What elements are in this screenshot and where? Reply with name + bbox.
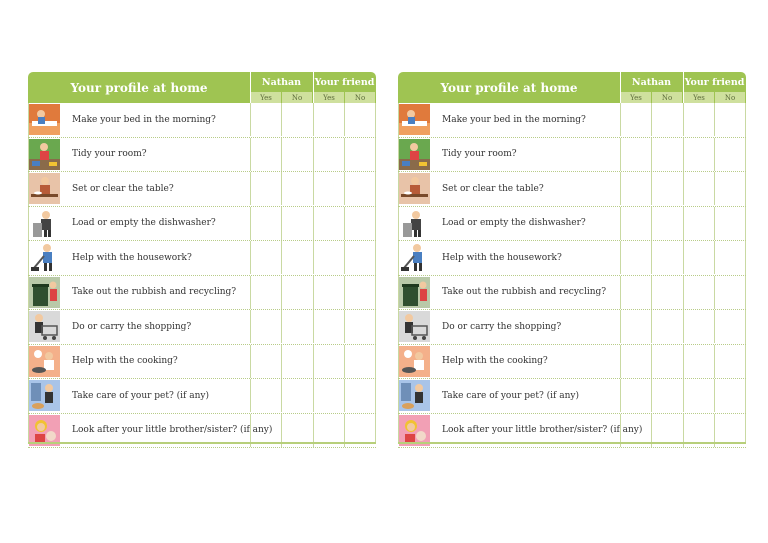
friend-no-checkbox[interactable] <box>714 103 745 136</box>
bed-icon <box>399 104 430 135</box>
friend-no-checkbox[interactable] <box>344 172 375 205</box>
friend-no-label: No <box>345 92 375 103</box>
friend-no-label: No <box>715 92 745 103</box>
friend-yes-checkbox[interactable] <box>683 345 714 378</box>
task-row <box>28 276 376 311</box>
header-divider <box>620 72 621 103</box>
nathan-no-label: No <box>652 92 682 103</box>
task-list <box>398 103 746 448</box>
friend-no-checkbox[interactable] <box>714 345 745 378</box>
nathan-yes-checkbox[interactable] <box>250 345 281 378</box>
nathan-yes-checkbox[interactable] <box>250 138 281 171</box>
friend-yes-checkbox[interactable] <box>683 310 714 343</box>
task-row <box>28 103 376 138</box>
pet-icon <box>399 380 430 411</box>
nathan-yes-checkbox[interactable] <box>620 138 651 171</box>
nathan-yes-label: Yes <box>621 92 651 103</box>
table-title: Your profile at home <box>70 80 208 95</box>
task-label: Set or clear the table? <box>442 183 544 194</box>
tidy-room-icon <box>399 139 430 170</box>
dishwasher-icon <box>399 208 430 239</box>
header-divider <box>250 72 251 103</box>
column-your-friend: Your friend <box>314 76 375 88</box>
table-header <box>398 72 746 103</box>
friend-no-checkbox[interactable] <box>344 379 375 412</box>
nathan-no-checkbox[interactable] <box>651 345 682 378</box>
task-label: Load or empty the dishwasher? <box>72 218 216 228</box>
task-row <box>398 138 746 173</box>
nathan-yes-checkbox[interactable] <box>250 207 281 240</box>
nathan-yes-checkbox[interactable] <box>620 310 651 343</box>
task-label: Make your bed in the morning? <box>72 114 216 125</box>
friend-yes-checkbox[interactable] <box>313 207 344 240</box>
friend-yes-checkbox[interactable] <box>313 241 344 274</box>
friend-yes-checkbox[interactable] <box>683 138 714 171</box>
friend-yes-checkbox[interactable] <box>683 276 714 309</box>
profile-sheet-left <box>28 72 376 444</box>
friend-yes-checkbox[interactable] <box>683 103 714 136</box>
trolley-icon <box>399 311 430 342</box>
task-label: Do or carry the shopping? <box>442 321 562 332</box>
nathan-yes-checkbox[interactable] <box>620 379 651 412</box>
nathan-no-checkbox[interactable] <box>281 172 312 205</box>
friend-no-checkbox[interactable] <box>714 241 745 274</box>
task-row <box>28 310 376 345</box>
table-bottom-border <box>398 442 746 444</box>
bin-icon <box>29 277 60 308</box>
nathan-no-checkbox[interactable] <box>281 379 312 412</box>
nathan-no-checkbox[interactable] <box>281 138 312 171</box>
column-your-friend: Your friend <box>684 76 745 88</box>
table-bottom-border <box>28 442 376 444</box>
profile-sheet-right <box>398 72 746 444</box>
friend-no-checkbox[interactable] <box>344 345 375 378</box>
task-list <box>28 103 376 448</box>
friend-yes-checkbox[interactable] <box>313 172 344 205</box>
friend-no-checkbox[interactable] <box>714 207 745 240</box>
task-label: Look after your little brother/sister? (if any) <box>442 425 643 435</box>
nathan-yes-checkbox[interactable] <box>250 276 281 309</box>
task-row <box>28 138 376 173</box>
column-nathan: Nathan <box>631 76 672 88</box>
nathan-no-checkbox[interactable] <box>651 207 682 240</box>
sibling-icon <box>29 415 60 446</box>
task-label: Set or clear the table? <box>72 183 174 194</box>
nathan-no-label: No <box>282 92 312 103</box>
cooking-icon <box>29 346 60 377</box>
task-row <box>28 345 376 380</box>
nathan-no-checkbox[interactable] <box>651 379 682 412</box>
friend-no-checkbox[interactable] <box>344 310 375 343</box>
nathan-yes-label: Yes <box>251 92 281 103</box>
task-label: Take out the rubbish and recycling? <box>442 287 607 297</box>
friend-no-checkbox[interactable] <box>714 310 745 343</box>
header-divider <box>683 72 684 103</box>
dishwasher-icon <box>29 208 60 239</box>
nathan-yes-checkbox[interactable] <box>620 276 651 309</box>
task-row <box>28 207 376 242</box>
nathan-yes-checkbox[interactable] <box>250 103 281 136</box>
nathan-no-checkbox[interactable] <box>281 103 312 136</box>
friend-no-checkbox[interactable] <box>714 276 745 309</box>
task-row <box>398 345 746 380</box>
task-row <box>398 310 746 345</box>
task-label: Take care of your pet? (if any) <box>72 390 210 401</box>
friend-no-checkbox[interactable] <box>344 207 375 240</box>
nathan-no-checkbox[interactable] <box>281 241 312 274</box>
nathan-yes-checkbox[interactable] <box>250 379 281 412</box>
friend-no-checkbox[interactable] <box>714 138 745 171</box>
task-row <box>28 379 376 414</box>
task-label: Take out the rubbish and recycling? <box>72 287 237 297</box>
friend-no-checkbox[interactable] <box>344 276 375 309</box>
task-label: Take care of your pet? (if any) <box>442 390 580 401</box>
task-label: Make your bed in the morning? <box>442 114 586 125</box>
trolley-icon <box>29 311 60 342</box>
header-divider <box>313 72 314 103</box>
column-nathan: Nathan <box>261 76 302 88</box>
friend-yes-label: Yes <box>314 92 344 103</box>
nathan-no-checkbox[interactable] <box>651 276 682 309</box>
nathan-no-checkbox[interactable] <box>281 345 312 378</box>
nathan-yes-checkbox[interactable] <box>620 207 651 240</box>
friend-yes-checkbox[interactable] <box>313 379 344 412</box>
friend-no-checkbox[interactable] <box>344 103 375 136</box>
task-label: Do or carry the shopping? <box>72 321 192 332</box>
nathan-no-checkbox[interactable] <box>651 138 682 171</box>
task-row <box>398 276 746 311</box>
cooking-icon <box>399 346 430 377</box>
task-label: Look after your little brother/sister? (if any) <box>72 425 273 435</box>
pet-icon <box>29 380 60 411</box>
friend-yes-label: Yes <box>684 92 714 103</box>
nathan-no-checkbox[interactable] <box>281 310 312 343</box>
tidy-room-icon <box>29 139 60 170</box>
friend-yes-checkbox[interactable] <box>313 103 344 136</box>
task-row <box>28 241 376 276</box>
task-label: Help with the housework? <box>442 252 562 263</box>
friend-yes-checkbox[interactable] <box>683 379 714 412</box>
table-icon <box>399 173 430 204</box>
vacuum-icon <box>29 242 60 273</box>
nathan-no-checkbox[interactable] <box>281 276 312 309</box>
friend-yes-checkbox[interactable] <box>683 207 714 240</box>
nathan-no-checkbox[interactable] <box>651 103 682 136</box>
nathan-yes-checkbox[interactable] <box>620 241 651 274</box>
nathan-yes-checkbox[interactable] <box>620 172 651 205</box>
task-row <box>398 172 746 207</box>
task-label: Help with the cooking? <box>442 356 548 366</box>
table-icon <box>29 173 60 204</box>
task-label: Tidy your room? <box>72 149 147 159</box>
nathan-yes-checkbox[interactable] <box>250 241 281 274</box>
task-row <box>398 379 746 414</box>
friend-no-checkbox[interactable] <box>344 138 375 171</box>
friend-yes-checkbox[interactable] <box>313 276 344 309</box>
vacuum-icon <box>399 242 430 273</box>
nathan-yes-checkbox[interactable] <box>250 172 281 205</box>
task-label: Tidy your room? <box>442 149 517 159</box>
nathan-no-checkbox[interactable] <box>281 207 312 240</box>
task-row <box>398 103 746 138</box>
task-label: Load or empty the dishwasher? <box>442 218 586 228</box>
friend-yes-checkbox[interactable] <box>683 172 714 205</box>
nathan-yes-checkbox[interactable] <box>620 103 651 136</box>
nathan-yes-checkbox[interactable] <box>620 345 651 378</box>
nathan-no-checkbox[interactable] <box>651 172 682 205</box>
table-header <box>28 72 376 103</box>
bed-icon <box>29 104 60 135</box>
table-title: Your profile at home <box>440 80 578 95</box>
nathan-no-checkbox[interactable] <box>651 241 682 274</box>
friend-no-checkbox[interactable] <box>344 241 375 274</box>
task-row <box>398 241 746 276</box>
friend-yes-checkbox[interactable] <box>683 241 714 274</box>
friend-yes-checkbox[interactable] <box>313 345 344 378</box>
nathan-no-checkbox[interactable] <box>651 310 682 343</box>
friend-no-checkbox[interactable] <box>714 379 745 412</box>
task-row <box>398 207 746 242</box>
sibling-icon <box>399 415 430 446</box>
bin-icon <box>399 277 430 308</box>
nathan-yes-checkbox[interactable] <box>250 310 281 343</box>
friend-no-checkbox[interactable] <box>714 172 745 205</box>
task-row <box>28 172 376 207</box>
friend-yes-checkbox[interactable] <box>313 310 344 343</box>
task-label: Help with the cooking? <box>72 356 178 366</box>
task-label: Help with the housework? <box>72 252 192 263</box>
friend-yes-checkbox[interactable] <box>313 138 344 171</box>
